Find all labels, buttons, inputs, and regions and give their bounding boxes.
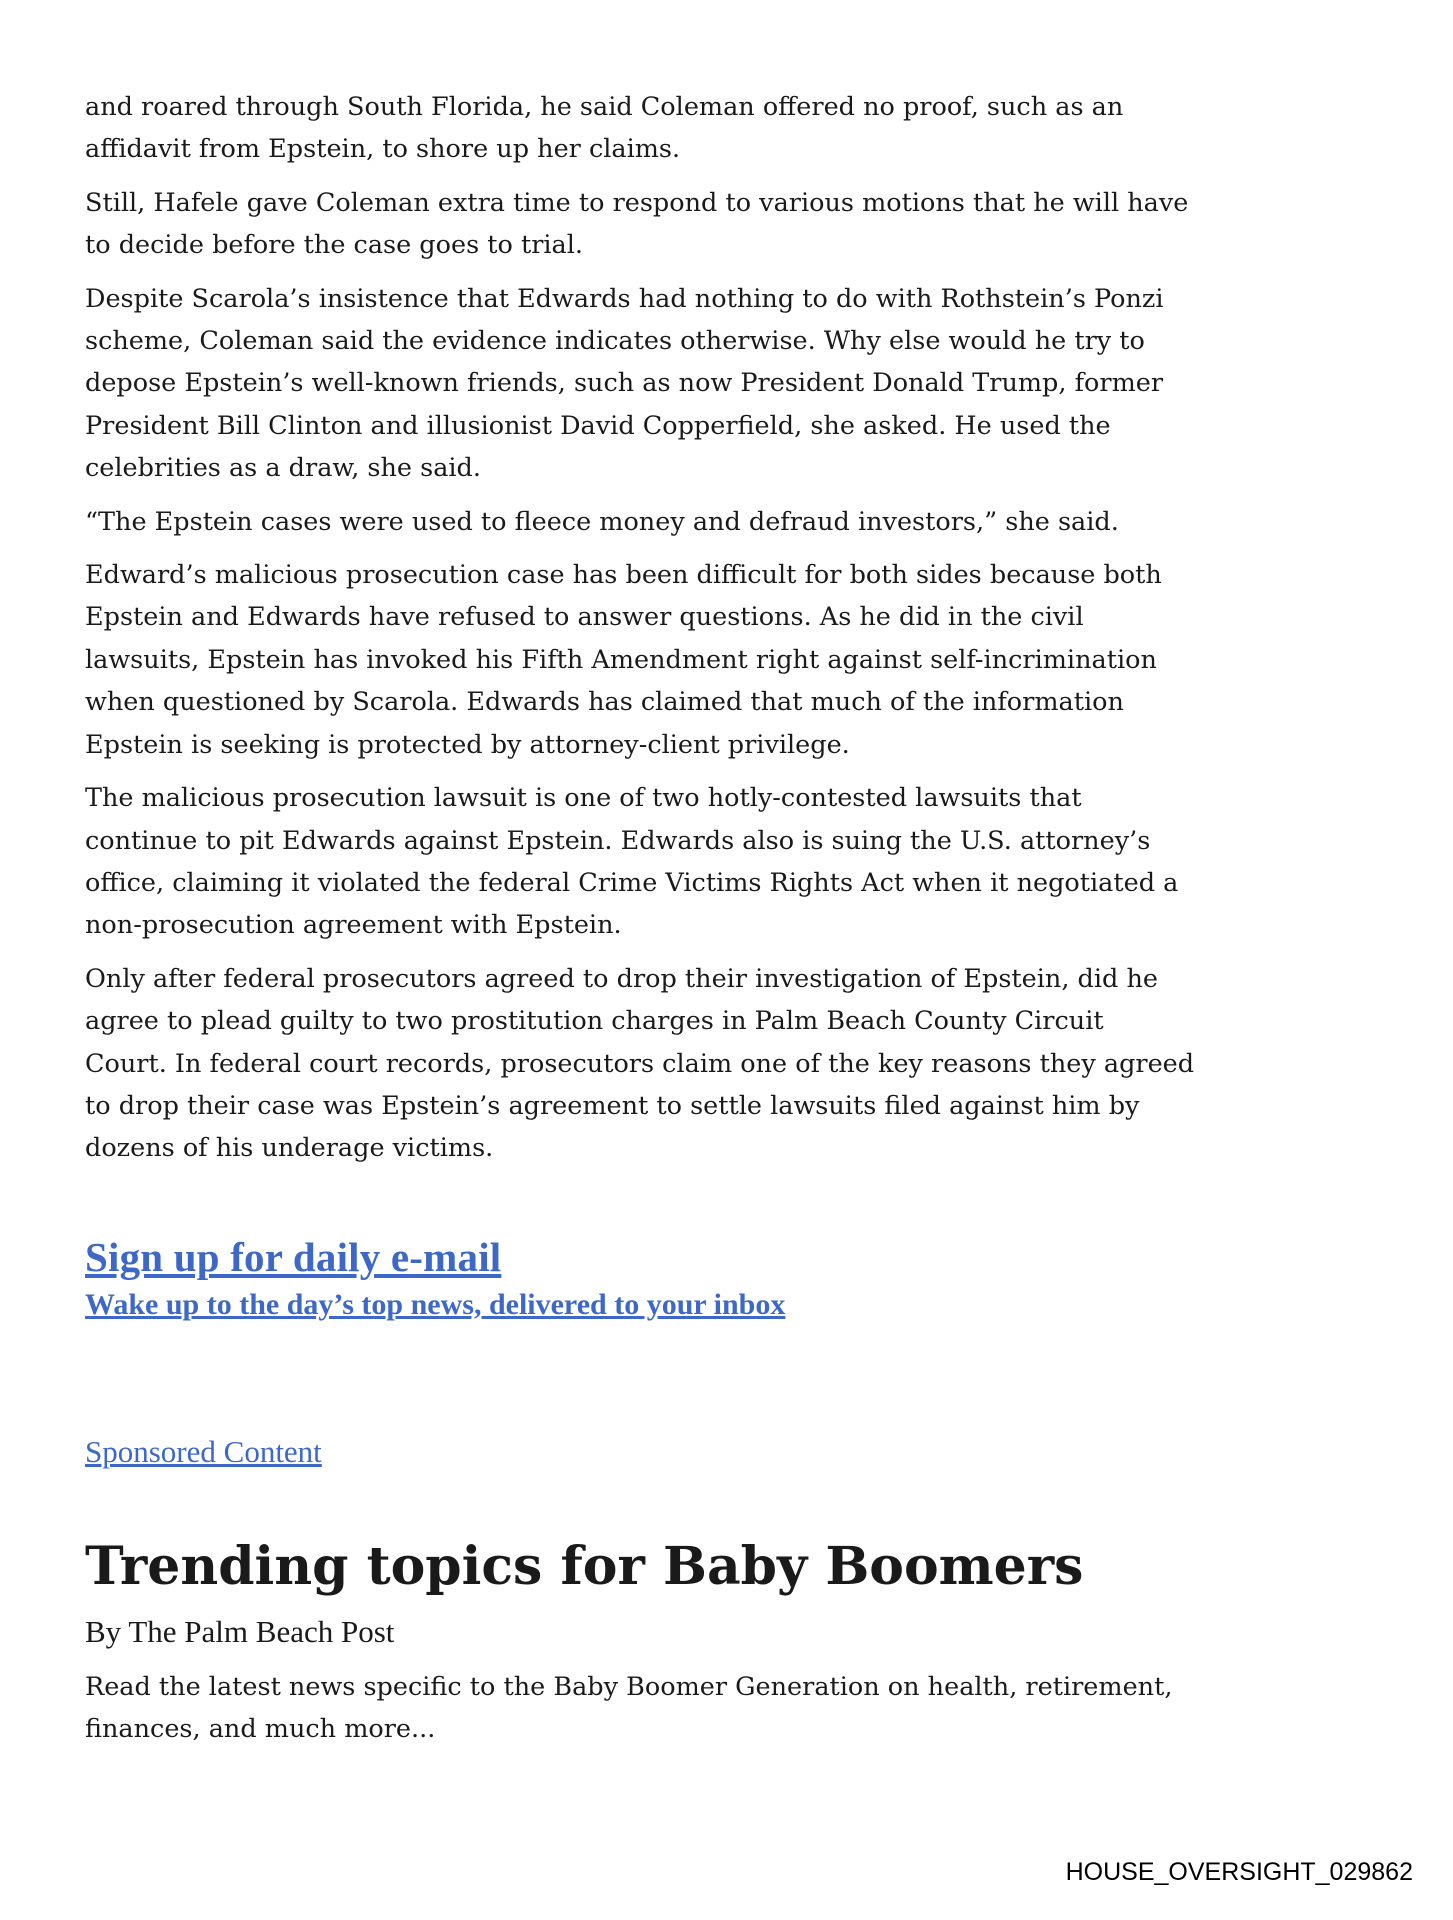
paragraph-line: depose Epstein’s well-known friends, such as now President Donald Trump, former [85, 368, 1164, 399]
article-paragraph [85, 86, 1194, 171]
paragraph-line: when questioned by Scarola. Edwards has claimed that much of the information [85, 687, 1124, 718]
article-paragraph [85, 501, 1194, 543]
paragraph-line: Still, Hafele gave Coleman extra time to respond to various motions that he will have [85, 187, 1189, 218]
paragraph-line: to decide before the case goes to trial. [85, 230, 584, 261]
description-line: finances, and much more... [85, 1714, 436, 1745]
paragraph-line: Court. In federal court records, prosecutors claim one of the key reasons they agreed [85, 1048, 1195, 1079]
newsletter-signup [85, 1233, 501, 1281]
paragraph-line: office, claiming it violated the federal Crime Victims Rights Act when it negotiated a [85, 867, 1179, 898]
article-paragraph [85, 958, 1194, 1170]
paragraph-line: agree to plead guilty to two prostitution charges in Palm Beach County Circuit [85, 1006, 1104, 1037]
paragraph-line: Despite Scarola’s insistence that Edwards had nothing to do with Rothstein’s Ponzi [85, 283, 1164, 314]
paragraph-line: lawsuits, Epstein has invoked his Fifth Amendment right against self-incrimination [85, 644, 1157, 675]
article-paragraph [85, 554, 1194, 766]
article-paragraph [85, 278, 1194, 490]
paragraph-line: Epstein and Edwards have refused to answer questions. As he did in the civil [85, 602, 1084, 633]
sponsored-description [85, 1666, 1172, 1751]
paragraph-line: affidavit from Epstein, to shore up her claims. [85, 134, 681, 165]
description-line: Read the latest news specific to the Baby Boomer Generation on health, retirement, [85, 1672, 1173, 1702]
newsletter-signup-link[interactable]: Sign up for daily e-mail [85, 1234, 502, 1280]
document-id: HOUSE_OVERSIGHT_029862 [1065, 1858, 1413, 1886]
paragraph-line: non-prosecution agreement with Epstein. [85, 910, 622, 941]
sponsored-content-link[interactable]: Sponsored Content [85, 1434, 322, 1469]
paragraph-line: Only after federal prosecutors agreed to drop their investigation of Epstein, did he [85, 963, 1158, 994]
article-body [85, 86, 1194, 1181]
newsletter-subtitle-link[interactable]: Wake up to the day’s top news, delivered to your inbox [85, 1288, 786, 1321]
article-paragraph [85, 182, 1194, 267]
article-paragraph [85, 777, 1194, 947]
paragraph-line: celebrities as a draw, she said. [85, 453, 481, 484]
paragraph-line: dozens of his underage victims. [85, 1133, 494, 1164]
sponsored-title: Trending topics for Baby Boomers [85, 1536, 1084, 1597]
paragraph-line: “The Epstein cases were used to fleece money and defraud investors,” she said. [85, 506, 1119, 537]
sponsored-byline: By The Palm Beach Post [85, 1614, 395, 1649]
paragraph-line: The malicious prosecution lawsuit is one of two hotly-contested lawsuits that [85, 783, 1082, 814]
paragraph-line: Edward’s malicious prosecution case has been difficult for both sides because both [85, 560, 1162, 591]
paragraph-line: and roared through South Florida, he said Coleman offered no proof, such as an [85, 92, 1124, 122]
paragraph-line: to drop their case was Epstein’s agreement to settle lawsuits filed against him by [85, 1090, 1140, 1121]
paragraph-line: continue to pit Edwards against Epstein. Edwards also is suing the U.S. attorney’s [85, 825, 1151, 856]
paragraph-line: scheme, Coleman said the evidence indicates otherwise. Why else would he try to [85, 326, 1145, 357]
paragraph-line: President Bill Clinton and illusionist David Copperfield, she asked. He used the [85, 410, 1111, 441]
paragraph-line: Epstein is seeking is protected by attorney-client privilege. [85, 729, 850, 760]
